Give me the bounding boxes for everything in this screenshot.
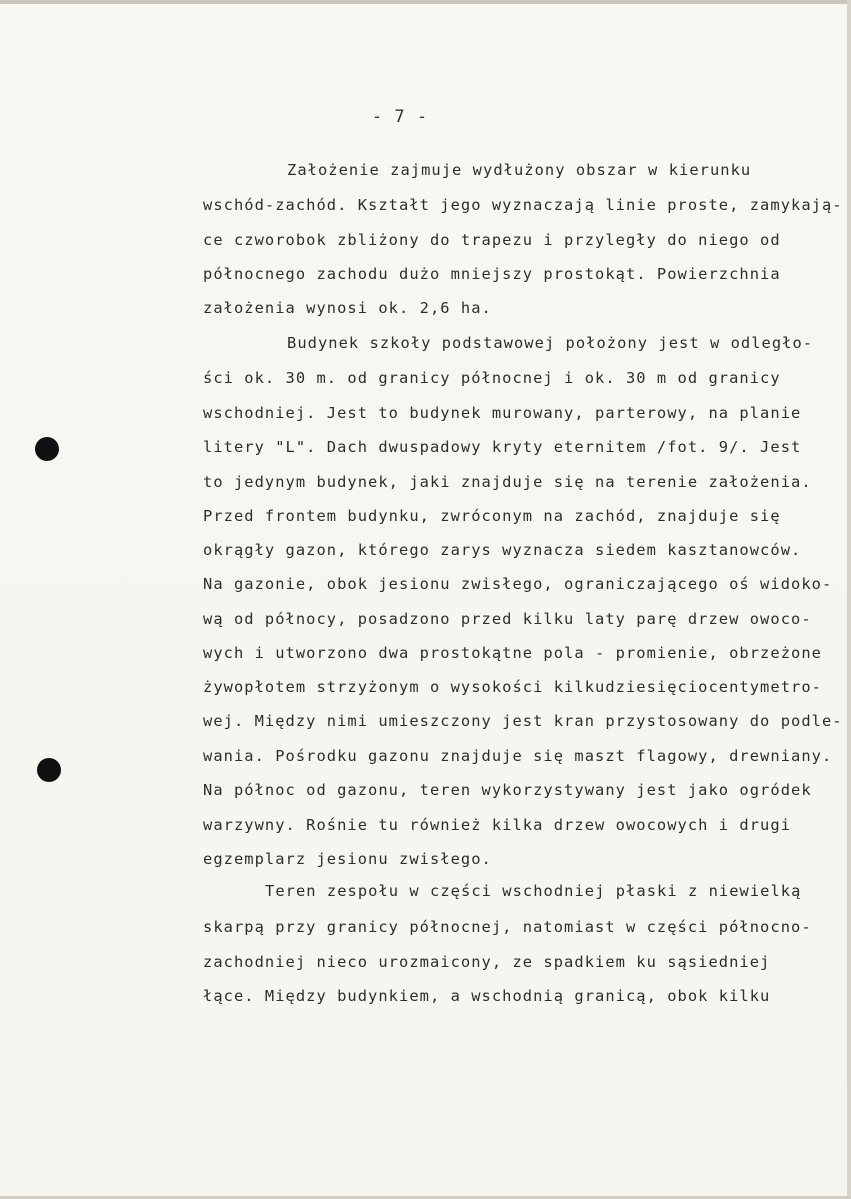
punch-hole — [35, 437, 59, 461]
text-line: skarpą przy granicy północnej, natomiast w części północno- — [203, 918, 812, 936]
text-line: litery "L". Dach dwuspadowy kryty eternitem /fot. 9/. Jest — [203, 438, 802, 456]
text-line: wą od północy, posadzono przed kilku laty parę drzew owoco- — [203, 610, 812, 628]
text-line: Przed frontem budynku, zwróconym na zachód, znajduje się — [203, 507, 781, 525]
text-line: wych i utworzono dwa prostokątne pola - promienie, obrzeżone — [203, 644, 822, 662]
page-top-edge — [0, 0, 851, 4]
text-line: Założenie zajmuje wydłużony obszar w kierunku — [287, 161, 752, 179]
page-number: - 7 - — [371, 107, 429, 127]
text-line: łące. Między budynkiem, a wschodnią granicą, obok kilku — [203, 987, 771, 1005]
text-line: egzemplarz jesionu zwisłego. — [203, 850, 492, 868]
text-line: wschodniej. Jest to budynek murowany, parterowy, na planie — [203, 404, 802, 422]
text-line: Teren zespołu w części wschodniej płaski z niewielką — [265, 882, 802, 900]
text-line: to jedynym budynek, jaki znajduje się na terenie założenia. — [203, 473, 812, 491]
punch-hole — [37, 758, 61, 782]
text-line: wej. Między nimi umieszczony jest kran przystosowany do podle- — [203, 712, 843, 730]
page-right-edge — [847, 0, 851, 1199]
text-line: okrągły gazon, którego zarys wyznacza siedem kasztanowców. — [203, 541, 802, 559]
text-line: zachodniej nieco urozmaicony, ze spadkiem ku sąsiedniej — [203, 953, 771, 971]
text-line: żywopłotem strzyżonym o wysokości kilkudziesięciocentymetro- — [203, 678, 822, 696]
text-line: Na gazonie, obok jesionu zwisłego, ograniczającego oś widoko- — [203, 575, 833, 593]
text-line: wania. Pośrodku gazonu znajduje się maszt flagowy, drewniany. — [203, 747, 833, 765]
text-line: warzywny. Rośnie tu również kilka drzew owocowych i drugi — [203, 816, 792, 834]
text-line: założenia wynosi ok. 2,6 ha. — [203, 299, 492, 317]
text-line: Na północ od gazonu, teren wykorzystywany jest jako ogródek — [203, 781, 812, 799]
text-line: Budynek szkoły podstawowej położony jest w odległo- — [287, 334, 814, 352]
text-line: wschód-zachód. Kształt jego wyznaczają linie proste, zamykają- — [203, 196, 843, 214]
text-line: północnego zachodu dużo mniejszy prostokąt. Powierzchnia — [203, 265, 781, 283]
text-line: ce czworobok zbliżony do trapezu i przyległy do niego od — [203, 231, 781, 249]
text-line: ści ok. 30 m. od granicy północnej i ok. 30 m od granicy — [203, 369, 781, 387]
